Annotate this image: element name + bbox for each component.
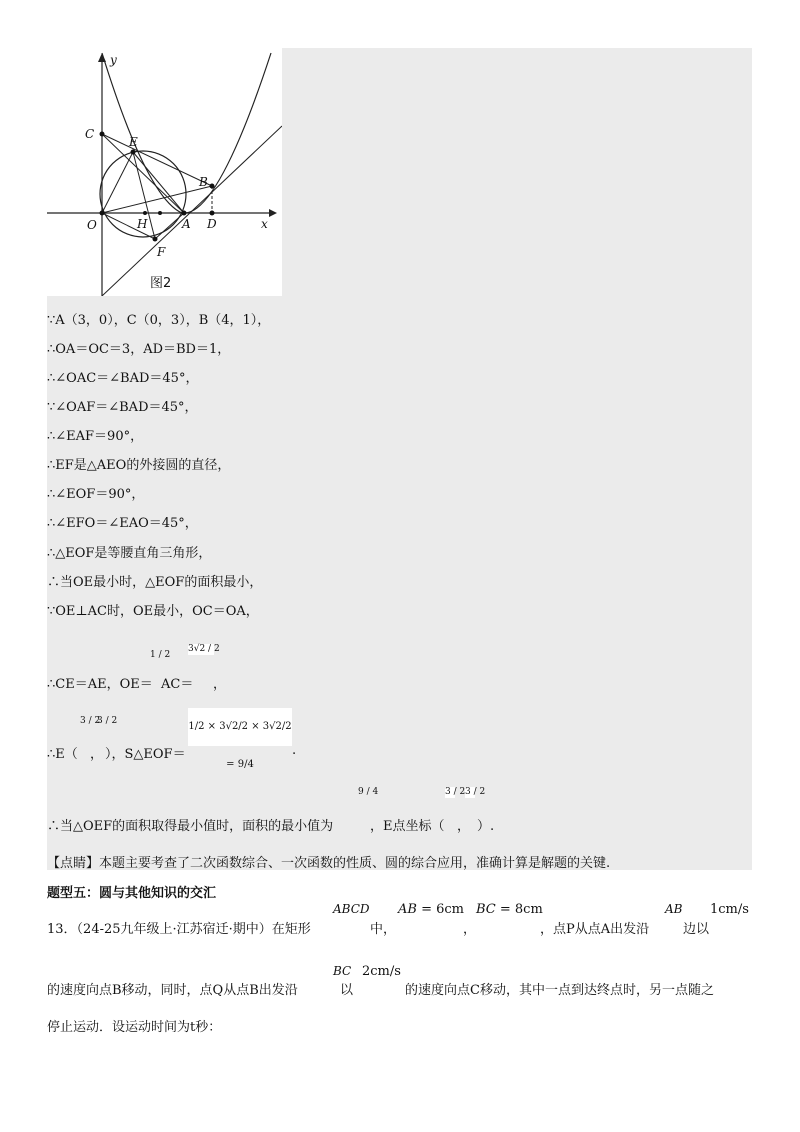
- frac-point-x-text: 3 / 2: [445, 787, 466, 797]
- frac-one-half: [150, 650, 171, 661]
- label-C: C: [85, 127, 95, 141]
- bc-side: BC: [333, 964, 352, 978]
- ab-side: AB: [665, 902, 683, 916]
- figure-caption: 图2: [150, 276, 172, 291]
- solution-line-9: ∴△EOF是等腰直角三角形，: [47, 546, 212, 561]
- solution-line-5: ∴∠EAF＝90°，: [47, 429, 144, 444]
- frac-3root2-over-2: [188, 644, 220, 655]
- geometry-figure: [47, 48, 282, 296]
- frac-3root2-text: 3√2 / 2: [188, 644, 220, 654]
- label-y: y: [110, 53, 117, 67]
- line12-text1: ∴CE＝AE，OE＝: [47, 677, 153, 692]
- parabola-circle-diagram: [47, 48, 282, 296]
- key-point-comment: 【点睛】本题主要考查了二次函数综合、一次函数的性质、圆的综合应用，准确计算是解题的关键.: [47, 856, 611, 871]
- frac-point-y-text: 3 / 2: [465, 787, 486, 797]
- solution-line-8: ∴∠EFO＝∠EAO＝45°，: [47, 516, 198, 531]
- solution-line-11: ∵OE⊥AC时，OE最小，OC＝OA，: [47, 604, 259, 619]
- rect-name: ABCD: [333, 902, 370, 916]
- ab-equation: AB = 6cm: [398, 902, 464, 917]
- problem-text3: ，点P从点A出发沿: [540, 922, 650, 937]
- problem-line3: 停止运动．设运动时间为t秒：: [47, 1020, 222, 1035]
- line12-text2: AC＝: [161, 677, 194, 692]
- frac-point-y: [465, 787, 486, 798]
- area-expression-text: 1/2 × 3√2/2 × 3√2/2 = 9/4: [188, 721, 292, 770]
- label-F: F: [157, 245, 166, 259]
- frac-ex: [80, 716, 101, 727]
- line14-text4: ）.: [477, 819, 495, 834]
- frac-point-x: [445, 787, 466, 798]
- label-x: x: [261, 217, 268, 231]
- frac-ey: [97, 716, 118, 727]
- problem-text4: 边以: [683, 922, 710, 937]
- label-A: A: [182, 217, 191, 231]
- solution-line-7: ∴∠EOF＝90°，: [47, 487, 145, 502]
- frac-ex-text: 3 / 2: [80, 716, 101, 726]
- section-title: 题型五：圆与其他知识的交汇: [47, 886, 217, 901]
- line13-text2: ，: [90, 747, 104, 762]
- label-B: B: [199, 175, 208, 189]
- area-expression: [188, 708, 292, 770]
- solution-line-4: ∵∠OAF＝∠BAD＝45°，: [47, 400, 198, 415]
- problem-line2c: 的速度向点C移动，其中一点到达终点时，另一点随之: [405, 983, 714, 998]
- line14-text1: ∴当△OEF的面积取得最小值时，面积的最小值为: [47, 819, 334, 834]
- solution-line-3: ∴∠OAC＝∠BAD＝45°，: [47, 371, 199, 386]
- label-O: O: [87, 218, 97, 232]
- frac-min-area-text: 9 / 4: [358, 787, 379, 797]
- speed-1: 1cm/s: [710, 902, 749, 917]
- label-E: E: [129, 135, 138, 149]
- line14-text3: ，: [457, 819, 471, 834]
- line13-text3: ），S△EOF＝: [105, 747, 186, 762]
- solution-line-2: ∴OA＝OC＝3，AD＝BD＝1，: [47, 342, 231, 357]
- problem-line2b: 以: [340, 983, 354, 998]
- frac-ey-text: 3 / 2: [97, 716, 118, 726]
- problem-line2a: 的速度向点B移动，同时，点Q从点B出发沿: [47, 983, 298, 998]
- solution-line-1: ∵A（3，0），C（0，3），B（4，1），: [47, 313, 271, 328]
- problem-comma: ，: [463, 922, 477, 937]
- speed-2: 2cm/s: [362, 964, 401, 979]
- problem-text2: 中，: [370, 922, 397, 937]
- line13-text4: .: [292, 743, 297, 758]
- frac-min-area: [358, 787, 379, 798]
- problem-number: 13．（24-25九年级上·江苏宿迁·期中）在矩形: [47, 922, 311, 937]
- solution-line-10: ∴当OE最小时，△EOF的面积最小，: [47, 575, 263, 590]
- label-D: D: [207, 217, 217, 231]
- line12-text3: ，: [213, 677, 227, 692]
- solution-line-6: ∴EF是△AEO的外接圆的直径，: [47, 458, 231, 473]
- frac-one-half-text: 1 / 2: [150, 650, 171, 660]
- line13-text1: ∴E（: [47, 747, 78, 762]
- label-H: H: [137, 217, 148, 231]
- line14-text2: ，E点坐标（: [370, 819, 445, 834]
- bc-equation: BC = 8cm: [476, 902, 543, 917]
